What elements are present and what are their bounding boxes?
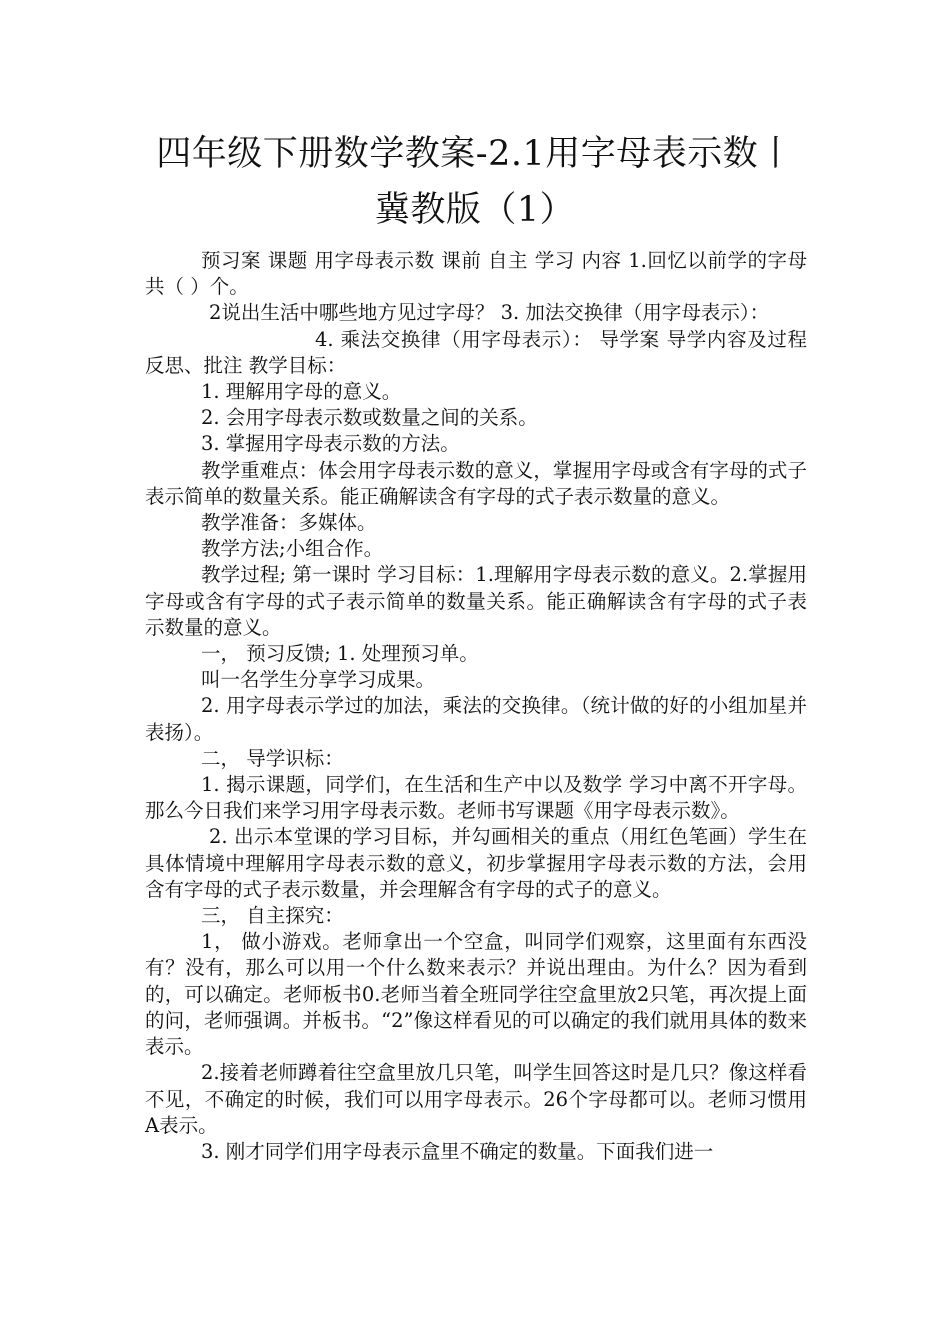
paragraph-section-2: 二， 导学识标： [201, 746, 344, 770]
paragraph-goal-3: 3. 掌握用字母表示数的方法。 [201, 432, 460, 456]
paragraph-show-goals: 2. 出示本堂课的学习目标，并勾画相关的重点（用红色笔画）学生在具体情境中理解用字母表示数的意义，初步掌握用字母表示数的方法，会用含有字母的式子表示数量，并会理解含有字母的式子的意义。 [145, 825, 807, 901]
paragraph-section-3: 三， 自主探究： [201, 904, 344, 928]
paragraph-continue: 3. 刚才同学们用字母表示盒里不确定的数量。下面我们进一 [201, 1139, 714, 1163]
paragraph-goal-2: 2. 会用字母表示数或数量之间的关系。 [201, 406, 538, 430]
document-body [145, 248, 807, 1165]
paragraph-share: 叫一名学生分享学习成果。 [201, 668, 436, 692]
paragraph-reveal-topic: 1. 揭示课题，同学们，在生活和生产中以及数学 学习中离不开字母。那么今日我们来学习用字母表示数。老师书写课题《用字母表示数》。 [145, 773, 807, 823]
title-line-2: 冀教版（1） [374, 190, 576, 230]
paragraph-preparation: 教学准备：多媒体。 [201, 511, 377, 535]
paragraph-unknown-count: 2.接着老师蹲着往空盒里放几只笔，叫学生回答这时是几只？像这样看不见，不确定的时候，我们可以用字母表示。26个字母都可以。老师习惯用A表示。 [145, 1061, 807, 1137]
paragraph-preview-question-4: 4. 乘法交换律（用字母表示）： 导学案 导学内容及过程 反思、批注 教学目标： [145, 327, 807, 377]
paragraph-key-points: 教学重难点：体会用字母表示数的意义，掌握用字母或含有字母的式子表示简单的数量关系。能正确解读含有字母的式子表示数量的意义。 [145, 458, 807, 508]
title-line-1: 四年级下册数学教案-2.1用字母表示数丨 [156, 134, 794, 174]
paragraph-goal-1: 1. 理解用字母的意义。 [201, 380, 402, 404]
paragraph-process: 教学过程; 第一课时 学习目标：1.理解用字母表示数的意义。2.掌握用字母或含有字母的式子表示简单的数量关系。能正确解读含有字母的式子表示数量的意义。 [145, 563, 807, 639]
paragraph-method: 教学方法;小组合作。 [201, 537, 384, 561]
paragraph-game: 1， 做小游戏。老师拿出一个空盒，叫同学们观察，这里面有东西没有？没有，那么可以用一个什么数来表示？并说出理由。为什么？因为看到的，可以确定。老师板书0.老师当着全班同学往空盒里放2只笔，再次提上面的问，老师强调。并板书。“2”像这样看见的可以确定的我们就用具体的数来表示。 [145, 930, 807, 1059]
paragraph-section-1: 一， 预习反馈; 1. 处理预习单。 [201, 642, 479, 666]
paragraph-preview-intro: 预习案 课题 用字母表示数 课前 自主 学习 内容 1.回忆以前学的字母共（ ）个。 [145, 249, 807, 299]
paragraph-commutative: 2. 用字母表示学过的加法，乘法的交换律。（统计做的好的小组加星并表扬）。 [145, 694, 807, 744]
paragraph-preview-question-2: 2说出生活中哪些地方见过字母？ 3. 加法交换律（用字母表示）： [209, 301, 770, 325]
document-title [100, 126, 850, 238]
